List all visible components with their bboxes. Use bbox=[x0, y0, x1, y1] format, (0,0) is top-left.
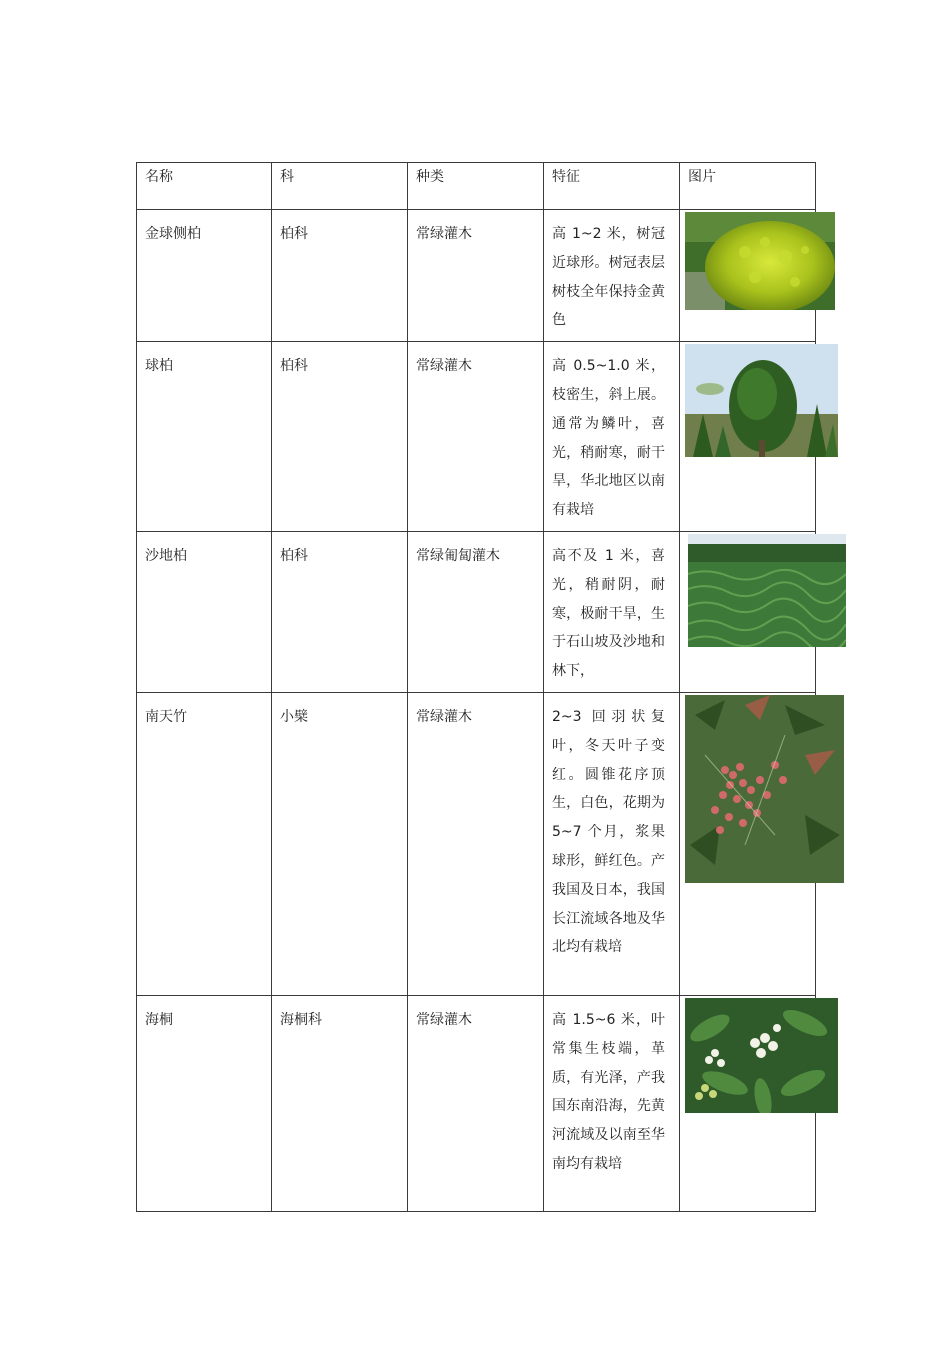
header-name: 名称 bbox=[137, 163, 272, 210]
pittosporum-flowers-photo bbox=[685, 998, 838, 1113]
golden-round-arborvitae-photo bbox=[685, 212, 835, 310]
table-row bbox=[137, 531, 816, 692]
cell-feature: 2~3 回羽状复叶，冬天叶子变红。圆锥花序顶生，白色，花期为 5~7 个月，浆果球形，鲜红色。产我国及日本，我国长江流域各地及华北均有栽培 bbox=[544, 692, 680, 995]
cell-image bbox=[680, 692, 816, 995]
header-family: 科 bbox=[272, 163, 408, 210]
cell-feature: 高 0.5~1.0 米，枝密生，斜上展。通常为鳞叶，喜光，稍耐寒，耐干旱，华北地区以南有栽培 bbox=[544, 342, 680, 532]
header-type: 种类 bbox=[408, 163, 544, 210]
cell-family: 柏科 bbox=[272, 531, 408, 692]
table-row bbox=[137, 342, 816, 532]
cell-type: 常绿灌木 bbox=[408, 995, 544, 1211]
cell-image bbox=[680, 342, 816, 532]
cell-family: 小檗 bbox=[272, 692, 408, 995]
savin-juniper-field-photo bbox=[688, 534, 846, 647]
cell-feature: 高 1.5~6 米，叶常集生枝端，革质，有光泽，产我国东南沿海，先黄河流域及以南至华南均有栽培 bbox=[544, 995, 680, 1211]
cell-family: 柏科 bbox=[272, 342, 408, 532]
cell-image bbox=[680, 995, 816, 1211]
cell-type: 常绿灌木 bbox=[408, 210, 544, 342]
cell-type: 常绿灌木 bbox=[408, 342, 544, 532]
table-row bbox=[137, 210, 816, 342]
ball-cypress-photo bbox=[685, 344, 838, 457]
cell-type: 常绿灌木 bbox=[408, 692, 544, 995]
table-row bbox=[137, 692, 816, 995]
cell-image bbox=[680, 531, 816, 692]
cell-name: 沙地柏 bbox=[137, 531, 272, 692]
cell-feature: 高不及 1 米，喜光，稍耐阴，耐寒，极耐干旱，生于石山坡及沙地和林下， bbox=[544, 531, 680, 692]
header-feature: 特征 bbox=[544, 163, 680, 210]
nandina-berries-photo bbox=[685, 695, 844, 883]
cell-image bbox=[680, 210, 816, 342]
table-header-row bbox=[137, 163, 816, 210]
table-row bbox=[137, 995, 816, 1211]
cell-family: 柏科 bbox=[272, 210, 408, 342]
cell-name: 海桐 bbox=[137, 995, 272, 1211]
cell-feature: 高 1~2 米，树冠近球形。树冠表层树枝全年保持金黄色 bbox=[544, 210, 680, 342]
plant-table bbox=[136, 162, 816, 1212]
cell-name: 球柏 bbox=[137, 342, 272, 532]
cell-family: 海桐科 bbox=[272, 995, 408, 1211]
cell-type: 常绿匍匐灌木 bbox=[408, 531, 544, 692]
header-image: 图片 bbox=[680, 163, 816, 210]
cell-name: 南天竹 bbox=[137, 692, 272, 995]
cell-name: 金球侧柏 bbox=[137, 210, 272, 342]
